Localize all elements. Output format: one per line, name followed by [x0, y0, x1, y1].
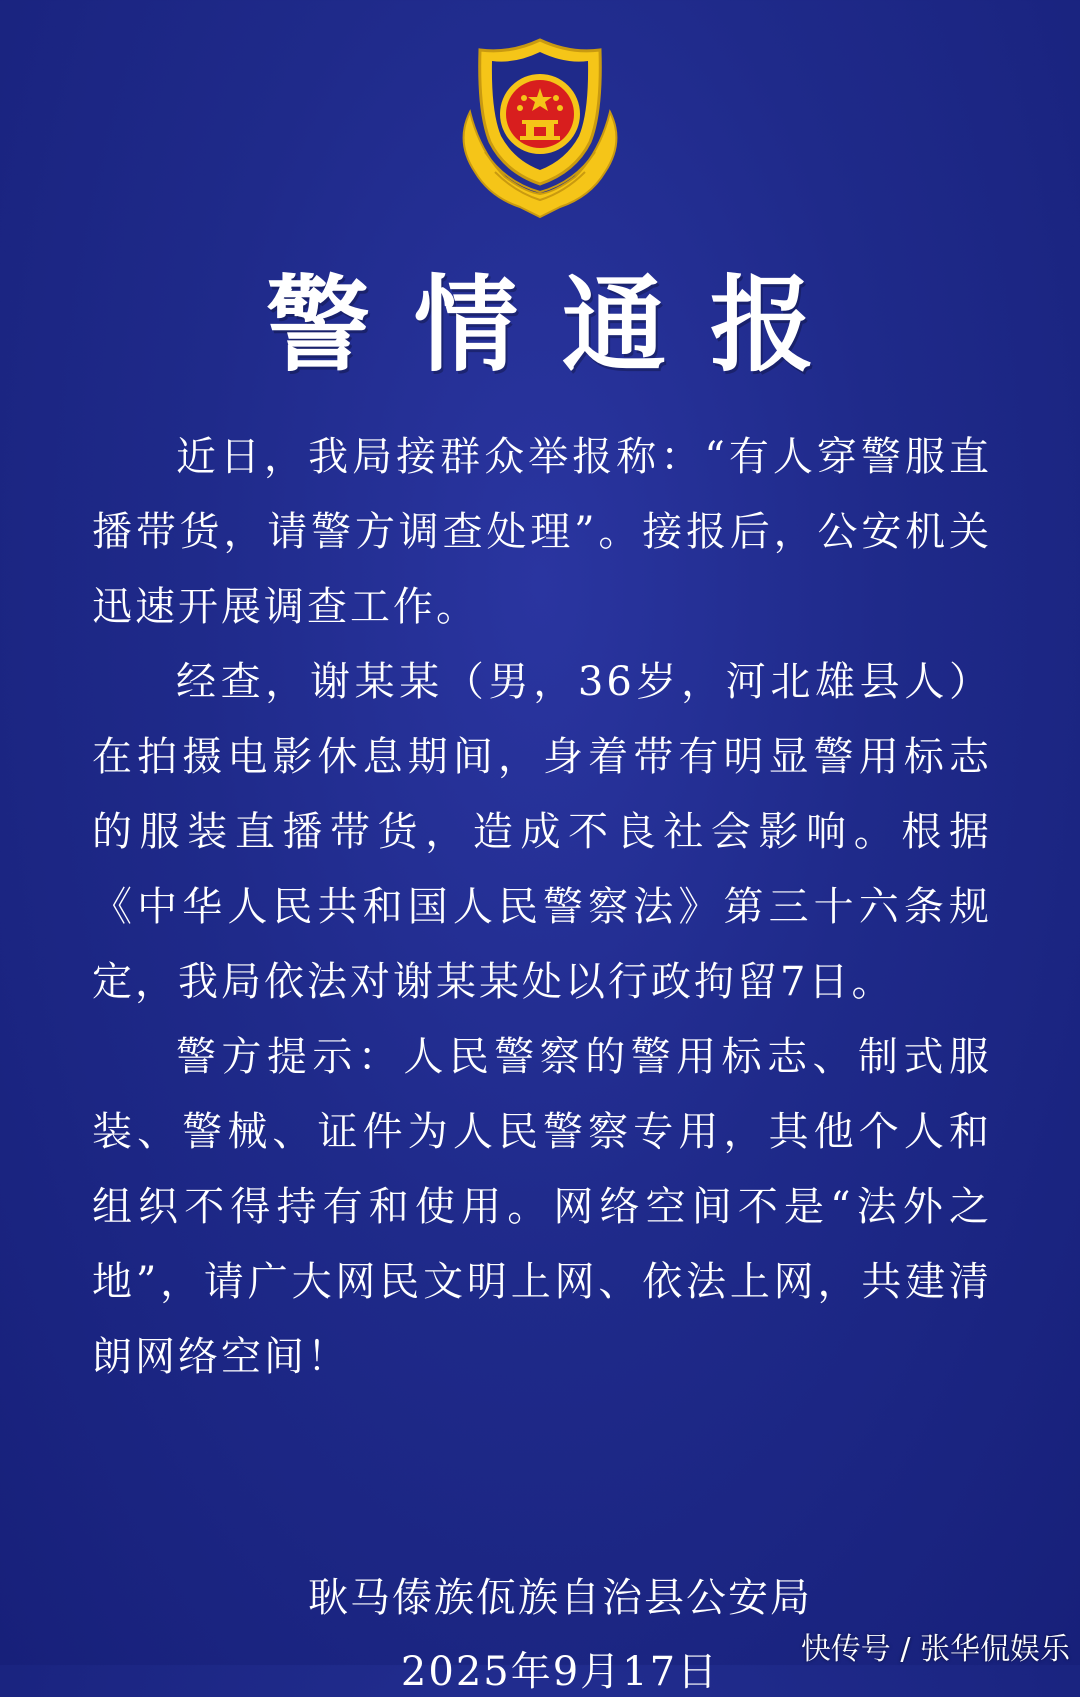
watermark: 快传号 / 张华侃娱乐: [800, 1632, 1070, 1667]
issue-date: 2025年9月17日: [400, 1649, 720, 1695]
police-emblem-icon: [450, 32, 630, 222]
paragraph-report: 近日，我局接群众举报称：“有人穿警服直播带货，请警方调查处理”。接报后，公安机关迅速开展调查工作。: [92, 434, 992, 630]
paragraph-investigation: 经查，谢某某（男，36岁，河北雄县人）在拍摄电影休息期间，身着带有明显警用标志的服装直播带货，造成不良社会影响。根据《中华人民共和国人民警察法》第三十六条规定，我局依法对谢某某处以行政拘留7日。: [92, 659, 992, 1005]
paragraph-warning: 警方提示：人民警察的警用标志、制式服装、警械、证件为人民警察专用，其他个人和组织不得持有和使用。网络空间不是“法外之地”，请广大网民文明上网、依法上网，共建清朗网络空间！: [92, 1034, 992, 1380]
issuing-agency: 耿马傣族佤族自治县公安局: [308, 1575, 812, 1621]
notice-body: [92, 420, 992, 1395]
page-title: 警情通报: [265, 264, 858, 386]
